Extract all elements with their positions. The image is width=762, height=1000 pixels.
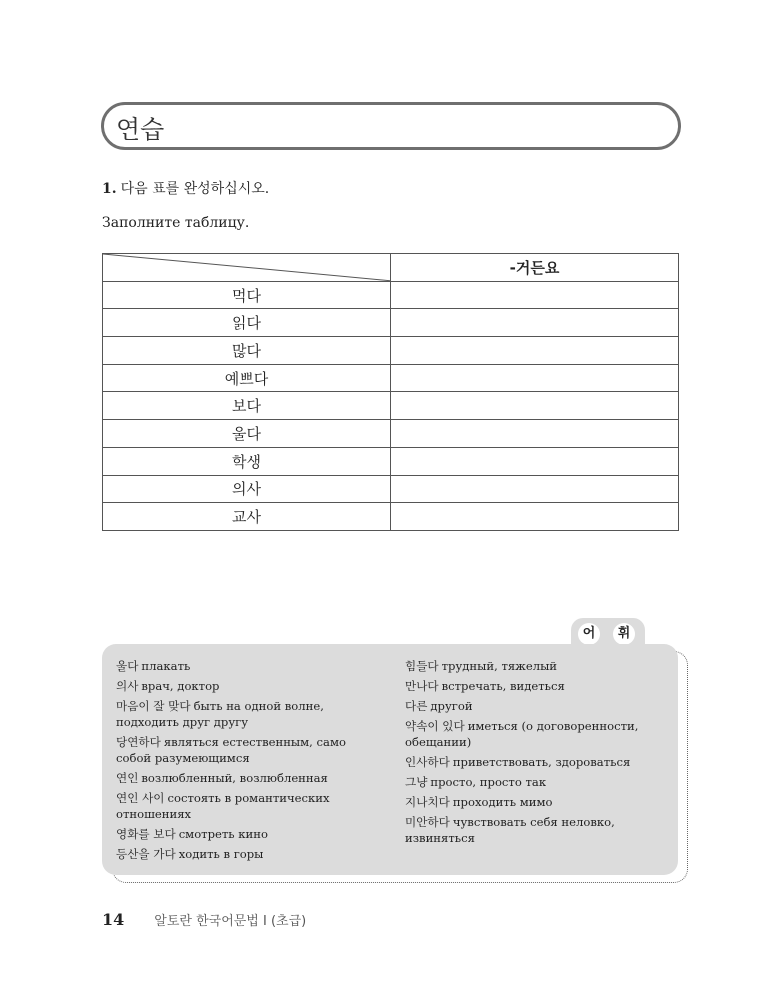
vocab-ru: другой [430,699,473,713]
exercise-instruction-ko [102,178,269,198]
table-row [103,503,679,531]
vocab-ko: 힘들다 [405,659,439,673]
vocab-ru: чувствовать себя неловко, извиняться [405,815,615,845]
vocab-ru: встречать, видеться [441,679,565,693]
vocab-ru: проходить мимо [452,795,553,809]
answer-cell[interactable] [391,392,679,420]
vocab-item [405,794,667,810]
answer-cell[interactable] [391,281,679,309]
vocab-ko: 그냥 [405,775,428,789]
vocab-ko: 연인 [116,771,139,785]
vocab-item [116,790,378,822]
vocab-item [405,678,667,694]
answer-cell[interactable] [391,420,679,448]
vocab-ko: 연인 사이 [116,791,165,805]
section-title: 연습 [116,115,165,144]
answer-cell[interactable] [391,447,679,475]
vocab-ko: 약속이 있다 [405,719,465,733]
vocab-ko: 등산을 가다 [116,847,176,861]
page-footer [102,910,306,929]
answer-cell[interactable] [391,503,679,531]
vocab-ko: 인사하다 [405,755,450,769]
verb-cell: 읽다 [103,309,391,337]
table-row [103,337,679,365]
verb-cell: 교사 [103,503,391,531]
vocab-ru: плакать [141,659,191,673]
vocab-item [405,718,667,750]
book-title: 알토란 한국어문법 I (초급) [154,914,307,929]
vocab-item [116,770,378,786]
exercise-number: 1. [102,181,117,197]
answer-cell[interactable] [391,337,679,365]
verb-cell: 먹다 [103,281,391,309]
vocab-item [116,734,378,766]
vocab-item [116,846,378,862]
page-number: 14 [102,910,125,929]
table-row [103,420,679,448]
vocab-item [405,814,667,846]
conjugation-table [102,253,679,531]
vocab-tab-char: 어 [578,623,600,645]
table-row [103,281,679,309]
verb-cell: 많다 [103,337,391,365]
vocab-ko: 미안하다 [405,815,450,829]
vocab-ru: иметься (о договоренности, обещании) [405,719,639,749]
vocab-ko: 영화를 보다 [116,827,176,841]
vocab-ko: 울다 [116,659,139,673]
vocab-ru: приветствовать, здороваться [452,755,631,769]
vocab-item [405,774,667,790]
table-row [103,392,679,420]
vocab-ko: 지나치다 [405,795,450,809]
table-header-row [103,254,679,282]
vocab-ru: трудный, тяжелый [441,659,558,673]
verb-cell: 예쁘다 [103,364,391,392]
verb-cell: 보다 [103,392,391,420]
verb-cell: 의사 [103,475,391,503]
table-row [103,309,679,337]
table-row [103,475,679,503]
vocab-ru: ходить в горы [178,847,264,861]
vocab-ko: 다른 [405,699,428,713]
vocab-ko: 당연하다 [116,735,161,749]
section-title-box [101,102,681,150]
vocab-item [405,698,667,714]
vocab-tab-char: 휘 [613,623,635,645]
vocab-item [116,678,378,694]
vocab-item [116,698,378,730]
vocab-left-column [116,658,378,866]
vocab-ru: возлюбленный, возлюбленная [141,771,328,785]
answer-cell[interactable] [391,309,679,337]
verb-cell: 학생 [103,447,391,475]
vocab-ru: быть на одной волне, подходить друг другу [116,699,324,729]
verb-cell: 울다 [103,420,391,448]
vocab-ru: смотреть кино [178,827,268,841]
exercise-instruction-ru: Заполните таблицу. [102,215,250,231]
vocab-ru: просто, просто так [430,775,547,789]
vocabulary-box [102,644,678,875]
vocab-ru: врач, доктор [141,679,220,693]
vocab-item [405,658,667,674]
instruction-ko-text: 다음 표를 완성하십시오. [120,181,270,197]
vocab-ru: состоять в романтических отношениях [116,791,330,821]
vocab-right-column [405,658,667,850]
vocab-item [116,658,378,674]
answer-cell[interactable] [391,475,679,503]
vocab-ko: 의사 [116,679,139,693]
vocab-item [405,754,667,770]
table-row [103,364,679,392]
diagonal-header-cell [103,254,391,282]
answer-cell[interactable] [391,364,679,392]
vocab-ko: 만나다 [405,679,439,693]
vocab-ko: 마음이 잘 맞다 [116,699,191,713]
table-row [103,447,679,475]
vocab-item [116,826,378,842]
vocab-ru: являться естественным, само собой разумеющимся [116,735,346,765]
column-header: -거든요 [391,254,679,282]
